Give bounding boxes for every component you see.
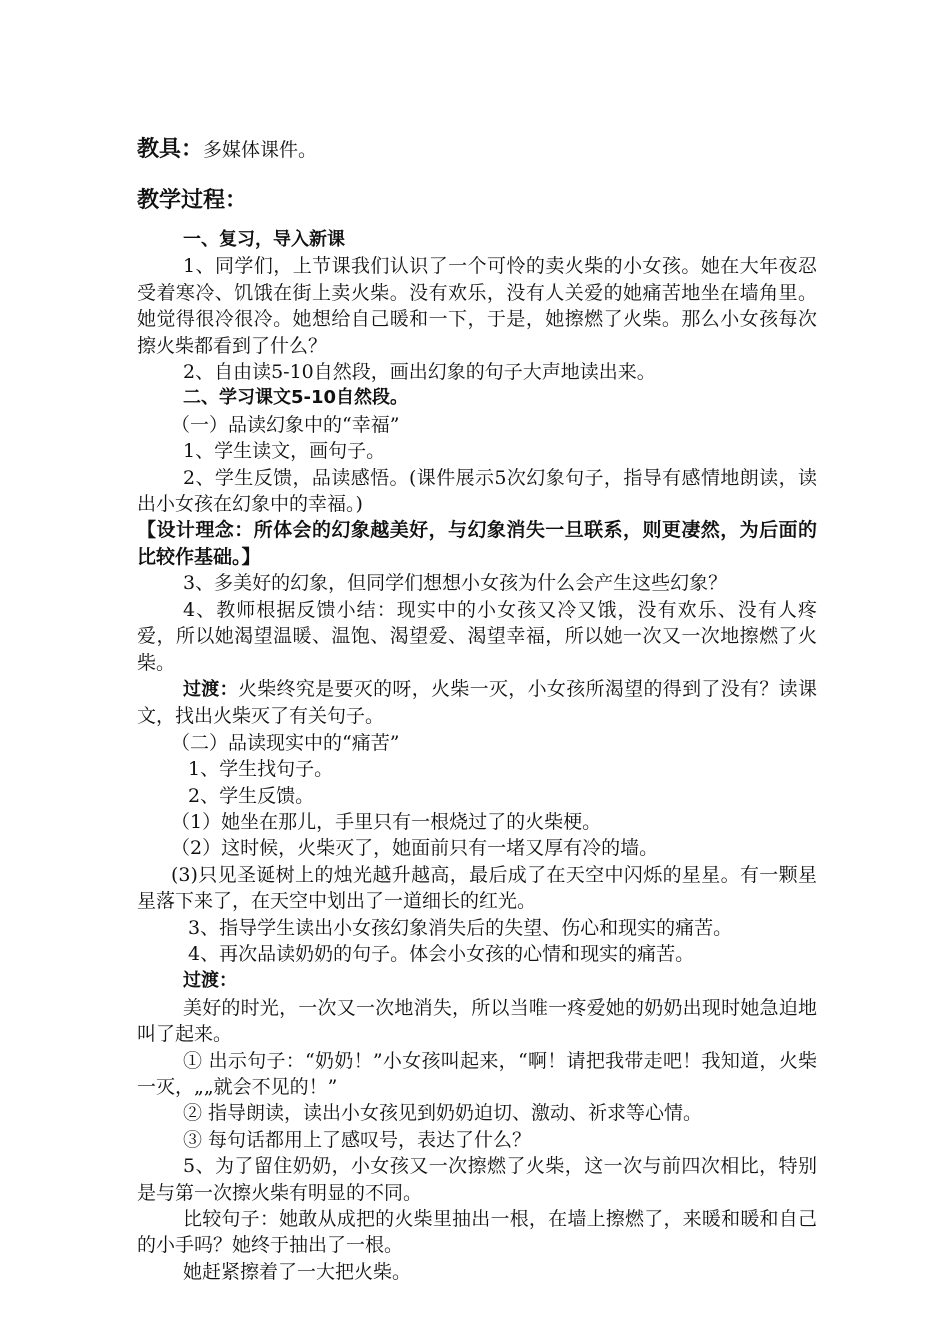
process-heading [137, 186, 247, 216]
list-item: 2、学生反馈。 [188, 784, 315, 807]
paragraph: 1、学生读文，画句子。 [183, 440, 386, 463]
quote-item: (3)只见圣诞树上的烛光越升越高，最后成了在天空中闪烁的星星。有一颗星星落下来了，在天空中划出了一道细长的红光。 [137, 863, 817, 913]
paragraph: 她赶紧擦着了一大把火柴。 [183, 1260, 412, 1283]
quote-item: （1）她坐在那儿，手里只有一根烧过了的火柴梗。 [171, 810, 602, 833]
paragraph: 美好的时光，一次又一次地消失，所以当唯一疼爱她的奶奶出现时她急迫地叫了起来。 [137, 996, 817, 1046]
circled-item: ① 出示句子：“奶奶！”小女孩叫起来，“啊！请把我带走吧！我知道，火柴一灭，„„就会不见的！” [137, 1049, 817, 1098]
paragraph: 1、同学们，上节课我们认识了一个可怜的卖火柴的小女孩。她在大年夜忍受着寒冷、饥饿在街上卖火柴。没有欢乐，没有人关爱的她痛苦地坐在墙角里。她觉得很冷很冷。她想给自己暖和一下，于是，她擦燃了火柴。那么小女孩每次擦火柴都看到了什么？ [137, 255, 817, 357]
tools-label: 教具： [137, 137, 204, 162]
design-note: 【设计理念：所体会的幻象越美好，与幻象消失一旦联系，则更凄然，为后面的比较作基础。】 [137, 519, 817, 568]
section-title-1: 一、复习，导入新课 [183, 229, 345, 250]
transition-label-line [137, 967, 817, 994]
list-item: 3、指导学生读出小女孩幻象消失后的失望、伤心和现实的痛苦。 [188, 916, 733, 939]
tools-heading [137, 135, 317, 165]
transition-text: 火柴终究是要灭的呀，火柴一灭，小女孩所渴望的得到了没有？读课文，找出火柴灭了有关句子。 [137, 677, 817, 728]
paragraph: 5、为了留住奶奶，小女孩又一次擦燃了火柴，这一次与前四次相比，特别是与第一次擦火柴有明显的不同。 [137, 1155, 817, 1204]
paragraph: 2、学生反馈，品读感悟。(课件展示5次幻象句子，指导有感情地朗读，读出小女孩在幻象中的幸福。) [137, 466, 817, 516]
lesson-body [137, 227, 817, 1285]
circled-item: ③ 每句话都用上了感叹号，表达了什么？ [183, 1128, 532, 1151]
tools-value: 多媒体课件。 [203, 139, 318, 161]
transition-label: 过渡： [183, 970, 237, 992]
list-item: 1、学生找句子。 [188, 758, 334, 781]
subsection-title-2: （二）品读现实中的“痛苦” [171, 731, 400, 754]
list-item: 4、再次品读奶奶的句子。体会小女孩的心情和现实的痛苦。 [188, 942, 695, 965]
section-title-2: 二、学习课文5-10自然段。 [183, 387, 409, 409]
circled-item: ② 指导朗读，读出小女孩见到奶奶迫切、激动、祈求等心情。 [183, 1102, 703, 1125]
paragraph: 比较句子：她敢从成把的火柴里抽出一根，在墙上擦燃了，来暖和暖和自己的小手吗？她终于抽出了一根。 [137, 1208, 817, 1257]
process-label: 教学过程： [137, 188, 248, 213]
quote-item: （2）这时候，火柴灭了，她面前只有一堵又厚有冷的墙。 [171, 837, 659, 860]
subsection-title-1: （一）品读幻象中的“幸福” [171, 413, 400, 436]
paragraph: 4、教师根据反馈小结：现实中的小女孩又冷又饿，没有欢乐、没有人疼爱，所以她渴望温暖、温饱、渴望爱、渴望幸福，所以她一次又一次地擦燃了火柴。 [137, 598, 817, 674]
transition-label: 过渡： [183, 678, 238, 700]
paragraph: 2、自由读5-10自然段，画出幻象的句子大声地读出来。 [183, 361, 656, 384]
transition-paragraph [137, 676, 817, 730]
paragraph: 3、多美好的幻象，但同学们想想小女孩为什么会产生这些幻象？ [183, 572, 728, 595]
